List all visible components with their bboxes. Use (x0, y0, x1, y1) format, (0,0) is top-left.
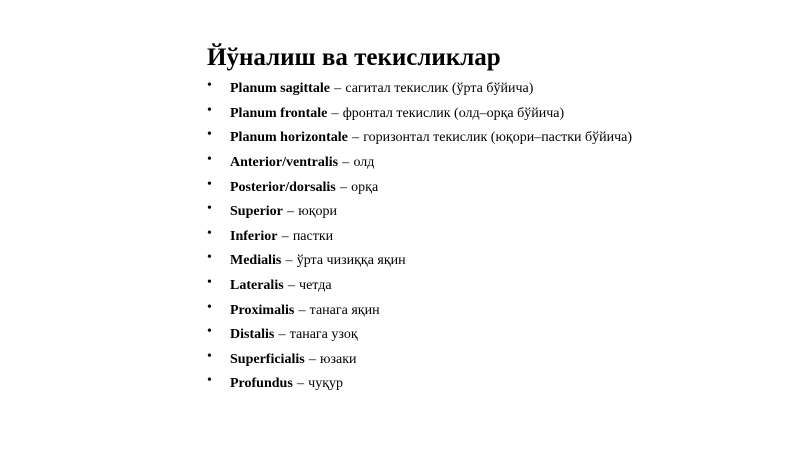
term-separator: – (339, 179, 347, 195)
term-description: фронтал текислик (олд–орқа бўйича) (342, 105, 565, 121)
term-name: Lateralis (230, 278, 284, 294)
bullet-icon: • (207, 299, 212, 315)
term-separator: – (334, 81, 342, 97)
term-name: Superior (230, 204, 283, 220)
term-name: Superficialis (230, 351, 305, 367)
list-item (207, 225, 632, 250)
list-item (207, 175, 632, 200)
term-description: пастки (292, 228, 334, 244)
term-name: Medialis (230, 253, 282, 269)
slide-title: Йўналиш ва текисликлар (207, 44, 501, 71)
term-separator: – (278, 327, 286, 343)
term-name: Profundus (230, 376, 293, 392)
term-description: горизонтал текислик (юқори–пастки бўйича) (363, 130, 633, 146)
term-separator: – (287, 278, 295, 294)
term-name: Proximalis (230, 302, 295, 318)
term-separator: – (285, 253, 293, 269)
term-description: олд (353, 155, 375, 171)
list-item (207, 200, 632, 225)
term-name: Inferior (230, 228, 278, 244)
term-separator: – (331, 105, 339, 121)
term-name: Planum frontale (230, 105, 328, 121)
term-separator: – (296, 376, 304, 392)
bullet-icon: • (207, 127, 212, 143)
list-item (207, 298, 632, 323)
bullet-icon: • (207, 348, 212, 364)
bullet-icon: • (207, 324, 212, 340)
term-separator: – (342, 155, 350, 171)
list-item (207, 249, 632, 274)
term-description: танага узоқ (289, 327, 358, 343)
list-item (207, 151, 632, 176)
bullet-icon: • (207, 152, 212, 168)
term-description: танага яқин (309, 302, 380, 318)
list-item (207, 372, 632, 397)
term-description: четда (299, 278, 332, 294)
term-separator: – (352, 130, 360, 146)
term-description: ўрта чизиққа яқин (296, 253, 406, 269)
list-item (207, 274, 632, 299)
term-description: орқа (351, 179, 379, 195)
bullet-icon: • (207, 373, 212, 389)
term-name: Planum sagittale (230, 81, 330, 97)
list-item (207, 348, 632, 373)
term-description: юқори (298, 204, 338, 220)
term-description: чуқур (308, 376, 343, 392)
bullet-icon: • (207, 225, 212, 241)
list-item (207, 126, 632, 151)
term-name: Distalis (230, 327, 275, 343)
term-name: Anterior/ventralis (230, 155, 339, 171)
bullet-icon: • (207, 275, 212, 291)
list-item (207, 323, 632, 348)
bullet-icon: • (207, 78, 212, 94)
list-item (207, 77, 632, 102)
term-list (207, 77, 632, 397)
term-description: юзаки (320, 351, 357, 367)
term-name: Planum horizontale (230, 130, 348, 146)
term-separator: – (287, 204, 295, 220)
term-separator: – (281, 228, 289, 244)
term-separator: – (298, 302, 306, 318)
bullet-icon: • (207, 250, 212, 266)
bullet-icon: • (207, 176, 212, 192)
term-description: сагитал текислик (ўрта бўйича) (345, 81, 534, 97)
bullet-icon: • (207, 201, 212, 217)
term-separator: – (308, 351, 316, 367)
bullet-icon: • (207, 102, 212, 118)
term-name: Posterior/dorsalis (230, 179, 336, 195)
list-item (207, 102, 632, 127)
